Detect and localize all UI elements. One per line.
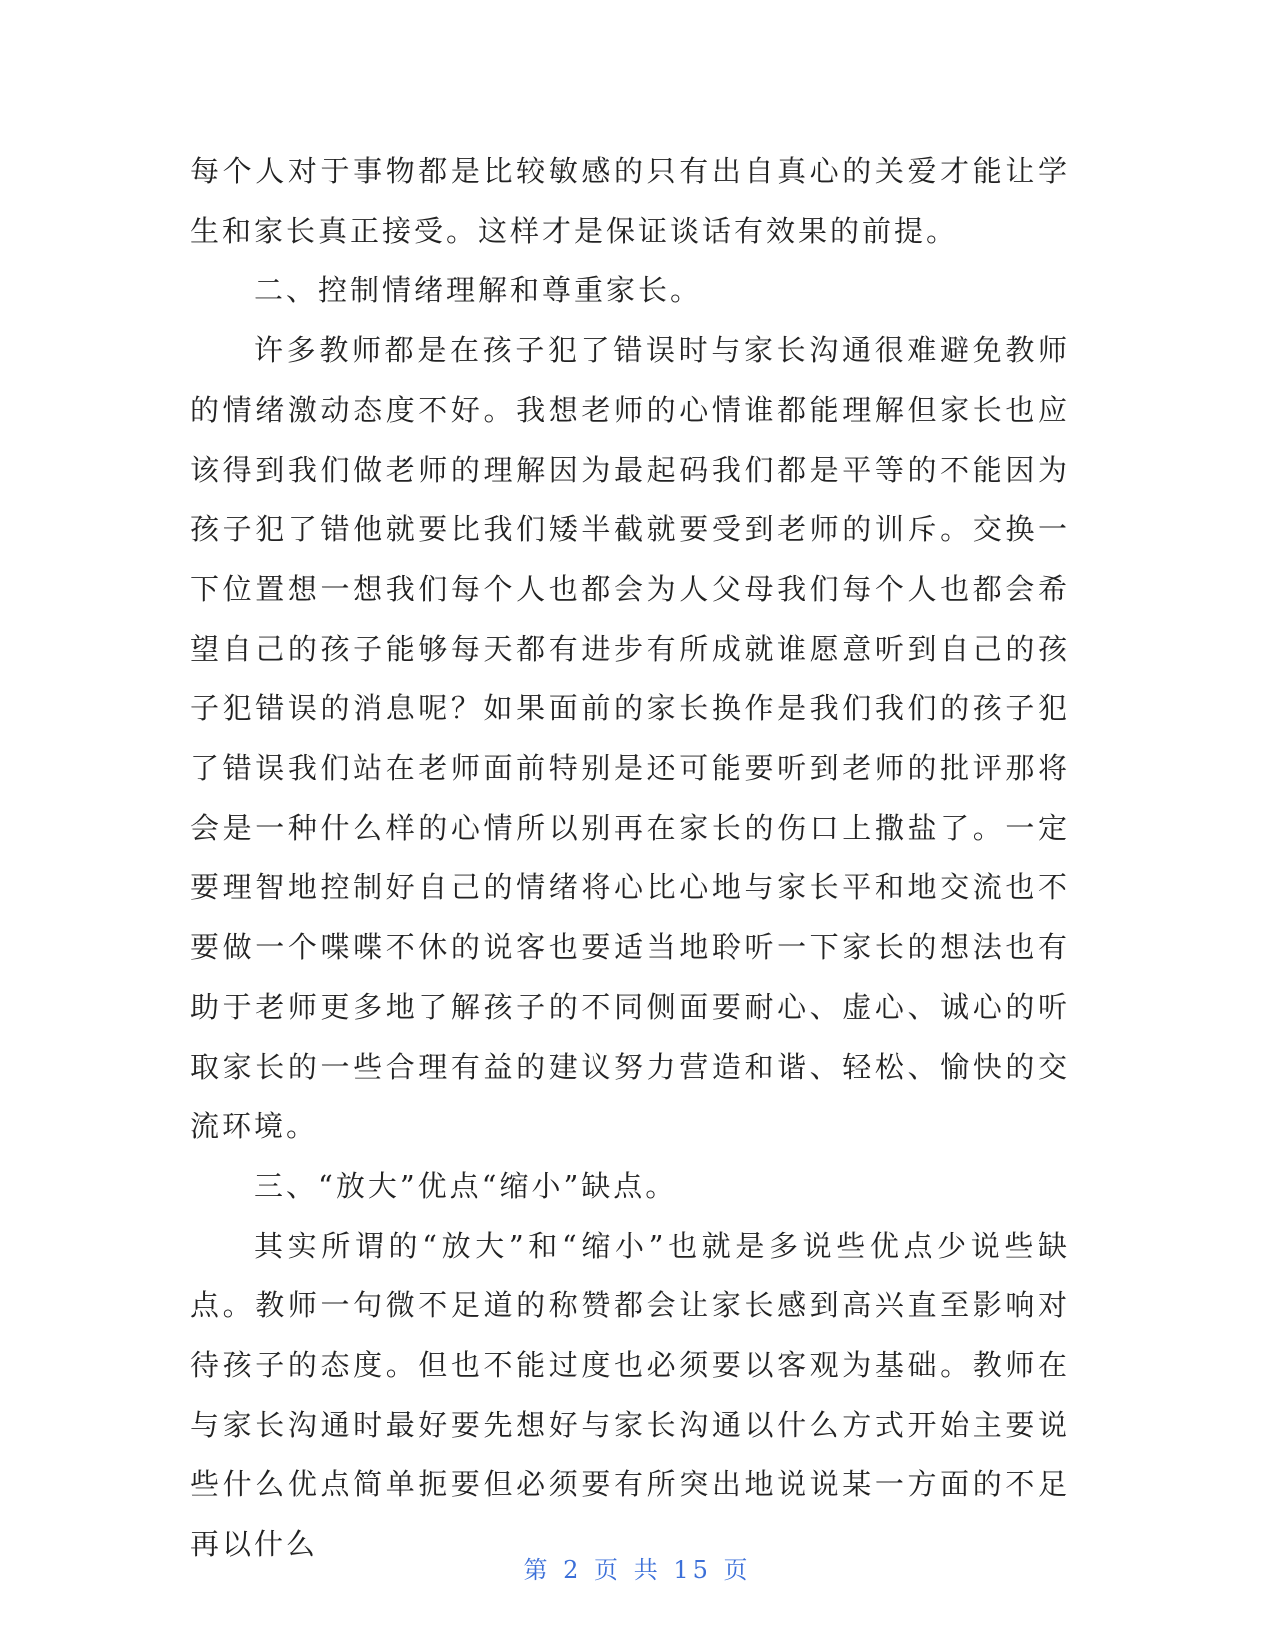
footer-current-page: 2 (563, 1556, 583, 1584)
paragraph-section-2: 许多教师都是在孩子犯了错误时与家长沟通很难避免教师的情绪激动态度不好。我想老师的心情谁都能理解但家长也应该得到我们做老师的理解因为最起码我们都是平等的不能因为孩子犯了错他就要比我们矮半截就要受到老师的训斥。交换一下位置想一想我们每个人也都会为人父母我们每个人也都会希望自己的孩子能够每天都有进步有所成就谁愿意听到自己的孩子犯错误的消息呢？如果面前的家长换作是我们我们的孩子犯了错误我们站在老师面前特别是还可能要听到老师的批评那将会是一种什么样的心情所以别再在家长的伤口上撒盐了。一定要理智地控制好自己的情绪将心比心地与家长平和地交流也不要做一个喋喋不休的说客也要适当地聆听一下家长的想法也有助于老师更多地了解孩子的不同侧面要耐心、虚心、诚心的听取家长的一些合理有益的建议努力营造和谐、轻松、愉快的交流环境。 (190, 333, 1070, 1144)
footer-total-pages: 15 (673, 1556, 712, 1584)
paragraph-section-3: 其实所谓的“放大”和“缩小”也就是多说些优点少说些缺点。教师一句微不足道的称赞都会让家长感到高兴直至影响对待孩子的态度。但也不能过度也必须要以客观为基础。教师在与家长沟通时最好要先想好与家长沟通以什么方式开始主要说些什么优点简单扼要但必须要有所突出地说说某一方面的不足再以什么 (190, 1228, 1070, 1562)
footer-prefix: 第 (523, 1556, 552, 1584)
page-footer (0, 1550, 1275, 1585)
section-heading-2: 二、控制情绪理解和尊重家长。 (254, 273, 703, 308)
footer-total-word: 共 (633, 1556, 662, 1584)
paragraph-intro-continued: 每个人对于事物都是比较敏感的只有出自真心的关爱才能让学生和家长真正接受。这样才是保证谈话有效果的前提。 (190, 154, 1070, 248)
section-heading-3: 三、“放大”优点“缩小”缺点。 (254, 1168, 678, 1203)
footer-suffix: 页 (723, 1556, 752, 1584)
footer-page-word: 页 (594, 1556, 623, 1584)
document-body (190, 142, 1070, 1575)
